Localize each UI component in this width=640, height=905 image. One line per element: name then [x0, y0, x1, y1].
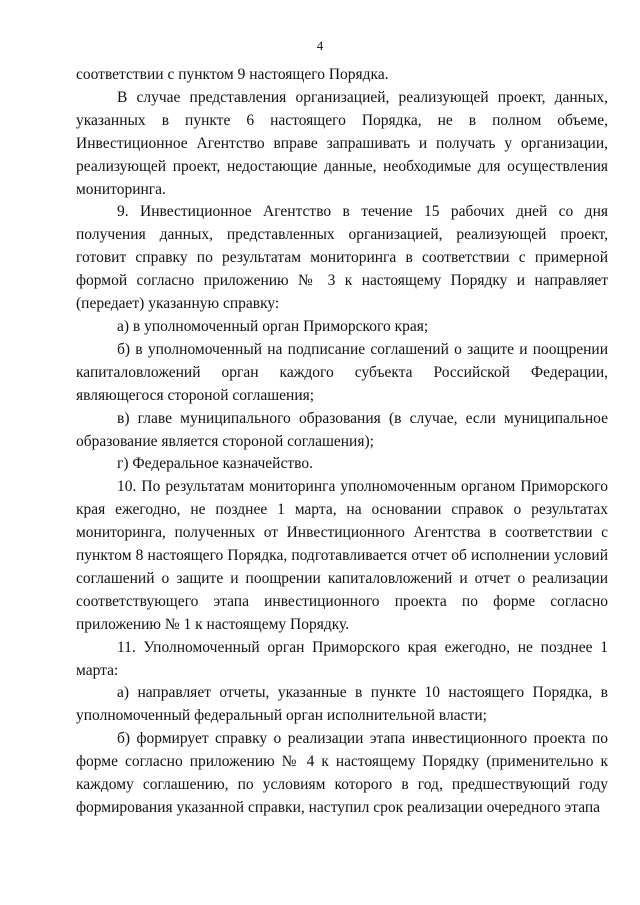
list-item-9b: б) в уполномоченный на подписание соглашений о защите и поощрении капиталовложений орган каждого субъекта Российской Федерации, являющегося стороной соглашения;	[76, 340, 608, 404]
paragraph-incomplete-data: В случае представления организацией, реализующей проект, данных, указанных в пункте 6 настоящего Порядка, не в полном объеме, Инвестиционное Агентство вправе запрашивать и получать у организации, реализующей проект, недостающие данные, необходимые для осуществления мониторинга.	[76, 88, 608, 198]
paragraph-continuation: соответствии с пунктом 9 настоящего Порядка.	[76, 66, 389, 83]
document-body	[76, 64, 608, 820]
paragraph-item-11: 11. Уполномоченный орган Приморского края ежегодно, не позднее 1 марта:	[76, 638, 608, 679]
paragraph-item-10: 10. По результатам мониторинга уполномоченным органом Приморского края ежегодно, не позднее 1 марта, на основании справок о результатах мониторинга, полученных от Инвестиционного Агентства в соответствии с пунктом 8 настоящего Порядка, подготавливается отчет об исполнении условий соглашений о защите и поощрении капиталовложений и отчет о реализации соответствующего этапа инвестиционного проекта по форме согласно приложению № 1 к настоящему Порядку.	[76, 478, 608, 633]
list-item-9a: а) в уполномоченный орган Приморского края;	[117, 317, 429, 335]
list-item-9g: г) Федеральное казначейство.	[117, 455, 313, 473]
page-number: 4	[316, 38, 324, 53]
list-item-11a: а) направляет отчеты, указанные в пункте 10 настоящего Порядка, в уполномоченный федеральный орган исполнительной власти;	[76, 684, 608, 725]
list-item-11b: б) формирует справку о реализации этапа инвестиционного проекта по форме согласно приложению № 4 к настоящему Порядку (применительно к каждому соглашению, по условиям которого в год, предшествующий году формирования указанной справки, наступил срок реализации очередного этапа	[76, 730, 608, 816]
paragraph-item-9: 9. Инвестиционное Агентство в течение 15 рабочих дней со дня получения данных, представленных организацией, реализующей проект, готовит справку по результатам мониторинга в соответствии с примерной формой согласно приложению № 3 к настоящему Порядку и направляет (передает) указанную справку:	[76, 203, 608, 313]
list-item-9v: в) главе муниципального образования (в случае, если муниципальное образование является стороной соглашения);	[76, 409, 608, 450]
